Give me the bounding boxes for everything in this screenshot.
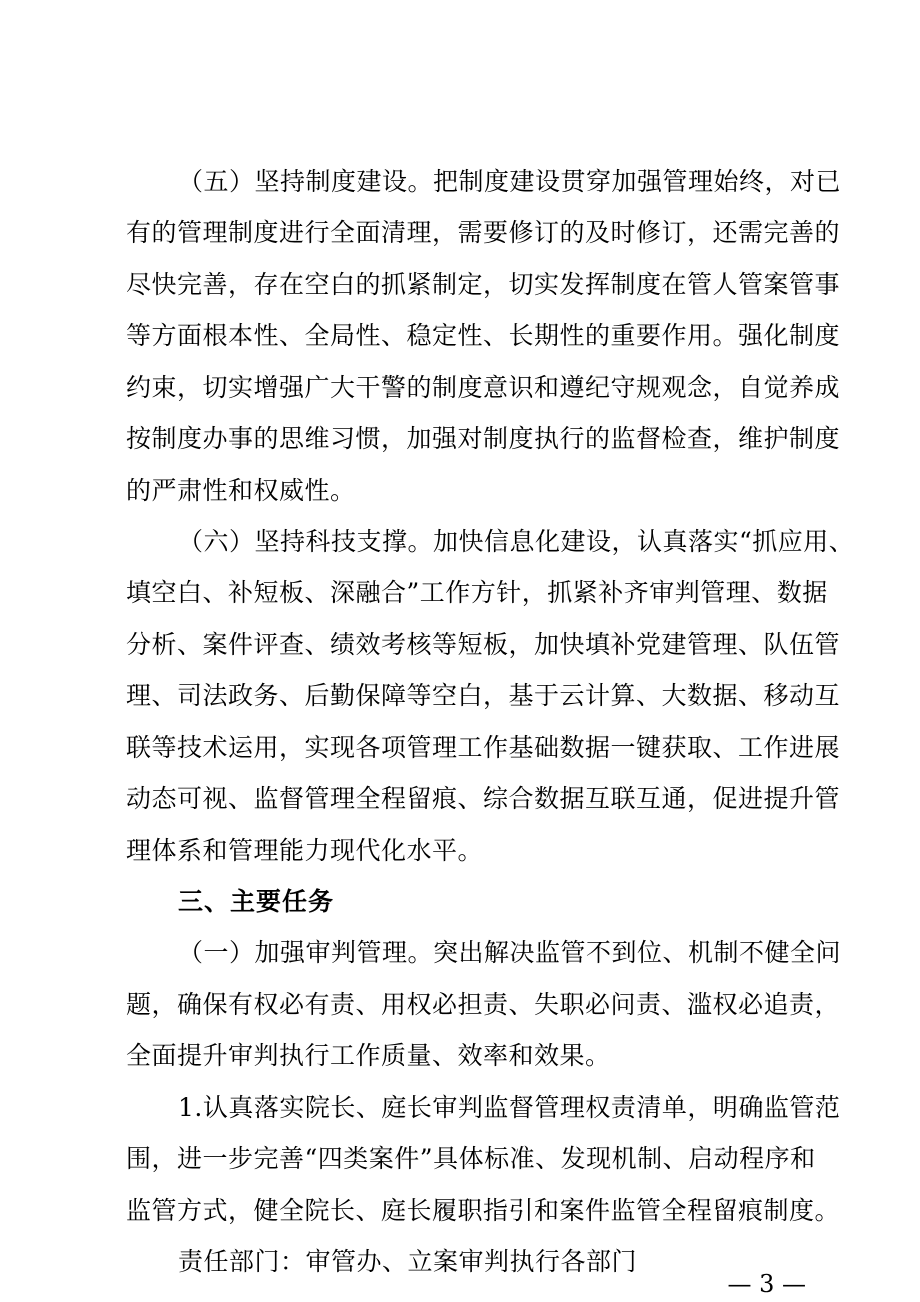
- item-1-line-1: 1.认真落实院长、庭长审判监督管理权责清单，明确监管范: [178, 1093, 841, 1122]
- task-1-line-2: 题，确保有权必有责、用权必担责、失职必问责、滥权必追责，: [126, 990, 841, 1019]
- paragraph-6-line-7: 理体系和管理能力现代化水平。: [126, 836, 484, 865]
- page-number: — 3 —: [727, 1270, 806, 1298]
- paragraph-5-line-2: 有的管理制度进行全面清理，需要修订的及时修订，还需完善的: [126, 218, 841, 247]
- item-1-line-3: 监管方式，健全院长、庭长履职指引和案件监管全程留痕制度。: [126, 1196, 841, 1225]
- section-heading: 三、主要任务: [178, 887, 335, 916]
- paragraph-5-line-5: 约束，切实增强广大干警的制度意识和遵纪守规观念，自觉养成: [126, 373, 841, 402]
- paragraph-5-line-1: （五）坚持制度建设。把制度建设贯穿加强管理始终，对已: [178, 167, 842, 196]
- paragraph-5-line-6: 按制度办事的思维习惯，加强对制度执行的监督检查，维护制度: [126, 424, 841, 453]
- responsible-department: 责任部门：审管办、立案审判执行各部门: [178, 1247, 638, 1276]
- item-1-line-2: 围，进一步完善“四类案件”具体标准、发现机制、启动程序和: [126, 1144, 816, 1173]
- paragraph-5-line-3: 尽快完善，存在空白的抓紧制定，切实发挥制度在管人管案管事: [126, 270, 841, 299]
- paragraph-6-line-3: 分析、案件评查、绩效考核等短板，加快填补党建管理、队伍管: [126, 630, 841, 659]
- task-1-line-3: 全面提升审判执行工作质量、效率和效果。: [126, 1041, 611, 1070]
- paragraph-6-line-5: 联等技术运用，实现各项管理工作基础数据一键获取、工作进展: [126, 733, 841, 762]
- paragraph-6-line-1: （六）坚持科技支撑。加快信息化建设，认真落实“抓应用、: [178, 527, 855, 556]
- paragraph-5-line-7: 的严肃性和权威性。: [126, 476, 356, 505]
- paragraph-6-line-6: 动态可视、监督管理全程留痕、综合数据互联互通，促进提升管: [126, 784, 841, 813]
- paragraph-6-line-2: 填空白、补短板、深融合”工作方针，抓紧补齐审判管理、数据: [126, 578, 828, 607]
- paragraph-6-line-4: 理、司法政务、后勤保障等空白，基于云计算、大数据、移动互: [126, 681, 841, 710]
- task-1-line-1: （一）加强审判管理。突出解决监管不到位、机制不健全问: [178, 938, 842, 967]
- paragraph-5-line-4: 等方面根本性、全局性、稳定性、长期性的重要作用。强化制度: [126, 321, 841, 350]
